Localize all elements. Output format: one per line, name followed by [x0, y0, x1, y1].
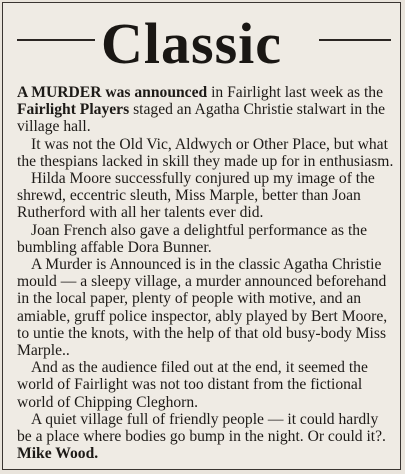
- paragraph-7: [17, 411, 394, 463]
- paragraph-4: Joan French also gave a delightful performance as the bumbling affable Dora Bunner.: [17, 221, 368, 256]
- theatre-group-name: Fairlight Players: [17, 101, 130, 119]
- paragraph-6: And as the audience filed out at the end, it seemed the world of Fairlight was not too distant from the fictional world of Chipping Cleghorn.: [17, 359, 368, 411]
- headline-rule-right: [319, 39, 391, 41]
- byline: Mike Wood.: [17, 445, 99, 463]
- headline: Classic: [101, 11, 282, 76]
- newspaper-clipping: [2, 2, 401, 470]
- paragraph-1: [17, 84, 394, 136]
- headline-rule-left: [17, 39, 95, 41]
- paragraph-2: It was not the Old Vic, Aldwych or Other Place, but what the thespians lacked in skill they made up for in enthusiasm.: [17, 135, 394, 170]
- headline-row: [3, 11, 400, 79]
- paragraph-5: A Murder is Announced is in the classic Agatha Christie mould — a sleepy village, a murder announced beforehand in the local paper, plenty of people with motive, and an amiable, gruff police inspector, ably played by Bert Moore, to untie the knots, with the help of that old busy-body Miss Marple..: [17, 256, 388, 360]
- lead-in: A MURDER was announced: [17, 84, 208, 101]
- paragraph-1-text-b: staged an Agatha Christie stalwart in the village hall.: [17, 101, 386, 136]
- paragraph-1-text-a: in Fairlight last week as the: [207, 84, 384, 101]
- paragraph-7-text: A quiet village full of friendly people — it could hardly be a place where bodies go bump in the night. Or could it?.: [17, 410, 386, 446]
- paragraph-3: Hilda Moore successfully conjured up my image of the shrewd, eccentric sleuth, Miss Marple, better than Joan Rutherford with all her talents ever did.: [17, 170, 375, 222]
- article-body: [17, 84, 394, 462]
